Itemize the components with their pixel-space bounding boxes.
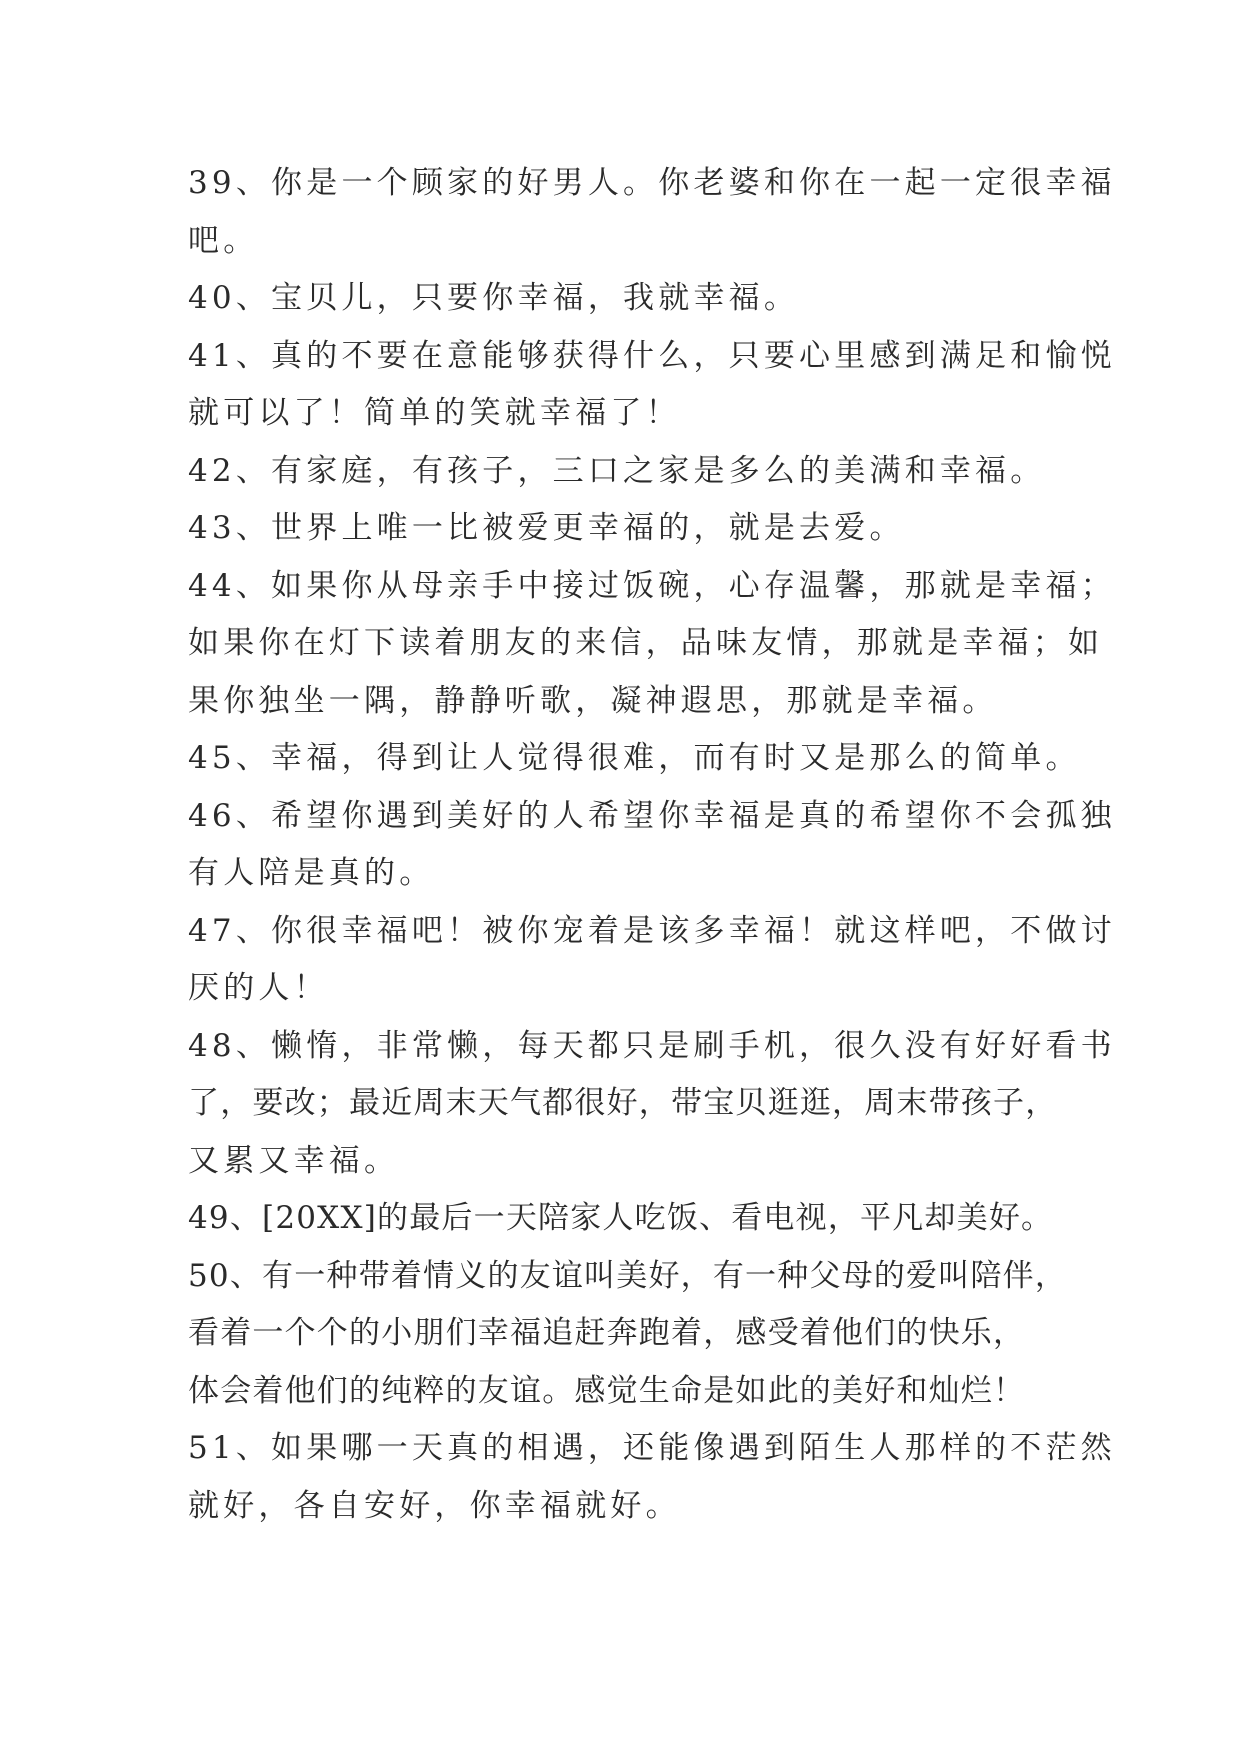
text-line-item-49: 49、[20XX]的最后一天陪家人吃饭、看电视，平凡却美好。 [188,1200,1054,1236]
text-line-item-41: 41、真的不要在意能够获得什么，只要心里感到满足和愉悦 [188,337,1116,374]
text-line-item-48: 48、懒惰，非常懒，每天都只是刷手机，很久没有好好看书 [188,1027,1116,1064]
text-line-item-50-cont-2: 体会着他们的纯粹的友谊。感觉生命是如此的美好和灿烂！ [188,1372,1026,1409]
text-line-item-44-cont-1: 如果你在灯下读着朋友的来信，品味友情，那就是幸福；如 [188,625,1104,661]
document-body [188,155,1116,1535]
text-line-item-44: 44、如果你从母亲手中接过饭碗，心存温馨，那就是幸福； [188,567,1116,604]
text-line-item-45: 45、幸福，得到让人觉得很难，而有时又是那么的简单。 [188,740,1081,776]
text-line-item-39-cont: 吧。 [188,222,259,259]
text-line-item-46: 46、希望你遇到美好的人希望你幸福是真的希望你不会孤独 [188,797,1116,834]
text-line-item-47-cont: 厌的人！ [188,970,329,1006]
text-line-item-41-cont: 就可以了！简单的笑就幸福了！ [188,395,681,431]
text-line-item-42: 42、有家庭，有孩子，三口之家是多么的美满和幸福。 [188,452,1046,489]
text-line-item-43: 43、世界上唯一比被爱更幸福的，就是去爱。 [188,510,905,546]
text-line-item-39: 39、你是一个顾家的好男人。你老婆和你在一起一定很幸福 [188,165,1116,201]
text-line-item-46-cont: 有人陪是真的。 [188,855,435,891]
text-line-item-51: 51、如果哪一天真的相遇，还能像遇到陌生人那样的不茫然 [188,1430,1116,1466]
text-line-item-50: 50、有一种带着情义的友谊叫美好，有一种父母的爱叫陪伴， [188,1257,1068,1294]
text-line-item-50-cont-1: 看着一个个的小朋们幸福追赶奔跑着，感受着他们的快乐， [188,1315,1026,1351]
text-line-item-48-cont-1: 了，要改；最近周末天气都很好，带宝贝逛逛，周末带孩子， [188,1085,1058,1121]
text-line-item-51-cont: 就好，各自安好，你幸福就好。 [188,1487,681,1524]
text-line-item-44-cont-2: 果你独坐一隅，静静听歌，凝神遐思，那就是幸福。 [188,682,998,719]
text-line-item-40: 40、宝贝儿，只要你幸福，我就幸福。 [188,280,800,316]
text-line-item-48-cont-2: 又累又幸福。 [188,1142,400,1179]
text-line-item-47: 47、你很幸福吧！被你宠着是该多幸福！就这样吧，不做讨 [188,912,1116,949]
